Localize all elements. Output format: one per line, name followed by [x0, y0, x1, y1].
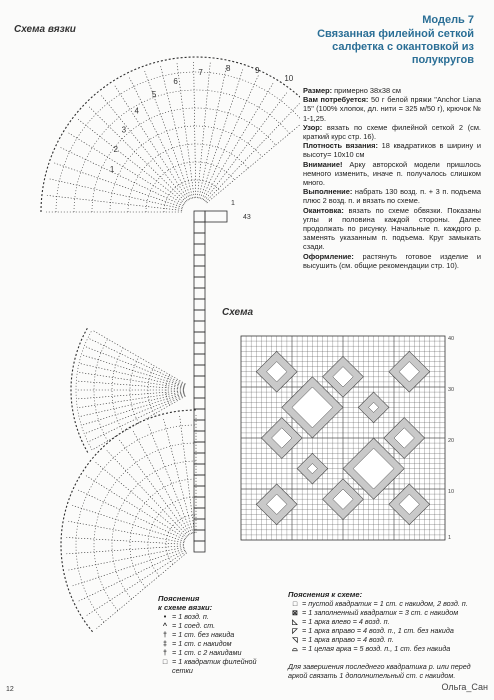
picot-edge — [41, 57, 300, 212]
filet-square — [194, 277, 205, 288]
filet-square — [194, 475, 205, 486]
legend-item: □ = 1 квадратик филейной сетки — [158, 657, 268, 675]
legend-item: ◹ = 1 арка вправо = 4 возд. п. — [288, 635, 488, 644]
chain-stitch-icon: • — [163, 612, 167, 621]
empty-square-icon: □ — [292, 599, 298, 608]
filet-square — [194, 431, 205, 442]
filet-square — [194, 310, 205, 321]
stitch-line — [161, 66, 193, 198]
stitch-line — [206, 103, 300, 201]
filet-square — [194, 211, 205, 222]
filet-square — [194, 222, 205, 233]
pattern-label: Узор: — [303, 122, 323, 132]
schema-label: Схема — [222, 307, 254, 318]
chain-row — [56, 72, 300, 212]
stitch-line — [54, 163, 183, 207]
grid-number: 43 — [243, 214, 251, 221]
filet-square — [194, 288, 205, 299]
legend-item: ⌓ = 1 целая арка = 5 возд. п., 1 ст. без накида — [288, 644, 488, 653]
chain-row — [110, 126, 262, 212]
legend-schema-title: Пояснения к схеме: — [288, 590, 363, 599]
chain-row — [148, 497, 196, 576]
filet-square — [194, 497, 205, 508]
page-title: Связанная филейной сеткой салфетка с окантовкой из полукругов — [317, 28, 474, 66]
completion-note: Для завершения последнего квадратика р. или перед аркой связать 1 дополнительный ст. с накидом. — [288, 662, 471, 680]
filet-square — [194, 266, 205, 277]
page-number: 12 — [6, 686, 14, 693]
stitch-line — [119, 440, 189, 535]
size-label: Размер: — [303, 86, 333, 95]
stitch-line — [79, 393, 184, 417]
edging-label: Окантовка: — [303, 205, 344, 215]
stitch-line — [79, 363, 184, 387]
filet-square — [194, 519, 205, 530]
single-crochet-icon: † — [163, 630, 167, 639]
attention-label: Внимание! — [303, 159, 343, 169]
stitch-line — [129, 78, 189, 200]
chain-row — [94, 443, 196, 611]
filet-square — [194, 442, 205, 453]
schema-row-number: 30 — [448, 387, 455, 393]
instructions — [303, 86, 481, 270]
attention-value: Арку авторской модели пришлось немного изменить, иначе п. получалось слишком много. — [303, 159, 481, 188]
edging-value: вязать по схеме обвязки. Показаны углы и половина каждой стороны. Далее продолжать по рисунку. Начальные п. каждого р. заменять указанным п. подъема. Круг замыкать сзади. — [303, 205, 481, 252]
stitch-line — [92, 330, 186, 384]
stitch-line — [86, 476, 186, 539]
legend-item: ‡ = 1 ст. с накидом — [158, 639, 268, 648]
treble-crochet-icon: † — [163, 648, 167, 657]
stitch-line — [73, 549, 185, 586]
stitch-line — [133, 431, 190, 534]
arch-right-icon: ◹ — [292, 635, 298, 644]
chain-row — [92, 108, 276, 212]
filet-square — [194, 387, 205, 398]
filet-square — [194, 398, 205, 409]
filet-square — [194, 508, 205, 519]
stitch-line — [76, 391, 184, 399]
stitch-line — [207, 116, 300, 203]
stitch-line — [177, 63, 194, 198]
chain-row — [146, 162, 234, 212]
chain-row — [74, 90, 289, 212]
legend-chart-title-2: к схеме вязки: — [158, 603, 213, 612]
row-number: 9 — [255, 66, 260, 76]
filet-square — [194, 354, 205, 365]
stitch-line — [61, 148, 184, 206]
legend-item: ^ = 1 соед. ст. — [158, 621, 268, 630]
size-value: примерно 38х38 см — [334, 86, 401, 95]
chain-row — [76, 425, 196, 622]
stitch-line — [203, 83, 273, 200]
arch-right-sc-icon: ◸ — [292, 626, 298, 635]
grid-number: 1 — [231, 200, 235, 207]
schema-row-number: 40 — [448, 336, 455, 342]
stitch-line — [88, 395, 185, 442]
stitch-line — [199, 65, 227, 198]
filled-square-icon: ⊠ — [291, 608, 299, 617]
legend-item: • = 1 возд. п. — [158, 612, 268, 621]
filet-square — [194, 299, 205, 310]
legend-item: ⊠ = 1 заполненный квадратик = 3 ст. с накидом — [288, 608, 488, 617]
filet-square — [194, 453, 205, 464]
stitch-line — [66, 537, 184, 544]
legend-chart-title-1: Пояснения — [158, 594, 200, 603]
stitch-line — [47, 195, 182, 210]
filet-square — [205, 211, 227, 222]
left-chart-label: Схема вязки — [14, 24, 76, 35]
filet-square — [194, 486, 205, 497]
density-value: 18 квадратиков в ширину и высоту= 10х10 см — [303, 141, 481, 160]
slip-stitch-icon: ^ — [162, 621, 168, 630]
chain-row — [112, 461, 196, 599]
double-crochet-icon: ‡ — [163, 639, 167, 648]
legend-item: ◸ = 1 арка вправо = 4 возд. п., 1 ст. без накида — [288, 626, 488, 635]
stitch-line — [77, 372, 184, 388]
execution-label: Выполнение: — [303, 187, 353, 197]
arch-left-icon: ◺ — [292, 617, 298, 626]
row-number: 4 — [134, 106, 139, 116]
stitch-line — [197, 63, 210, 198]
row-number: 2 — [113, 145, 118, 155]
pattern-value: вязать по схеме филейной сеткой 2 (см. краткий курс стр. 16). — [303, 122, 481, 142]
signature: Ольга_Сан — [441, 682, 488, 692]
filet-square — [194, 464, 205, 475]
stitch-line — [148, 424, 192, 534]
legend-item: † = 1 ст. без накида — [158, 630, 268, 639]
chain-row — [130, 479, 196, 587]
finishing-label: Оформление: — [303, 251, 354, 261]
schema-row-number: 10 — [448, 489, 455, 495]
schema-row-number: 20 — [448, 438, 455, 444]
model-number: Модель 7 — [422, 14, 474, 26]
row-number: 1 — [109, 164, 115, 174]
picot-edge — [71, 328, 88, 453]
schema-row-number: 1 — [448, 534, 452, 541]
finishing-value: растянуть готовое изделие и высушить (см. общие рекомендации стр. 10). — [303, 251, 481, 270]
filet-square-icon: □ — [162, 657, 168, 666]
stitch-line — [96, 462, 187, 537]
filet-square — [194, 233, 205, 244]
filet-square — [194, 420, 205, 431]
filet-square — [194, 255, 205, 266]
stitch-line — [69, 133, 185, 205]
stitch-line — [202, 76, 258, 200]
filet-square — [194, 365, 205, 376]
row-number: 6 — [173, 76, 178, 86]
legend-item: □ = пустой квадратик = 1 ст. с накидом, 2 возд. п. — [288, 599, 488, 608]
chain-row — [164, 180, 221, 212]
row-number: 5 — [151, 90, 157, 100]
filet-square — [194, 244, 205, 255]
legend-item: † = 1 ст. с 2 накидами — [158, 648, 268, 657]
row-number: 7 — [198, 68, 203, 78]
stitch-line — [194, 62, 196, 198]
legend-schema — [288, 590, 488, 653]
filet-square — [194, 321, 205, 332]
execution-value: набрать 130 возд. п. + 3 п. подъема плюс 2 возд. п. и вязать по схеме. — [303, 187, 481, 206]
density-label: Плотность вязания: — [303, 141, 378, 151]
filet-square — [194, 409, 205, 420]
filet-square — [194, 343, 205, 354]
stitch-line — [180, 416, 195, 533]
stitch-line — [68, 521, 184, 543]
row-number: 3 — [121, 125, 127, 135]
stitch-line — [204, 93, 286, 201]
legend-item: ◺ = 1 арка влево = 4 возд. п. — [288, 617, 488, 626]
full-arch-icon: ⌓ — [292, 644, 298, 653]
need-label: Вам потребуется: — [303, 95, 369, 105]
filet-square — [194, 376, 205, 387]
legend-chart — [158, 594, 268, 675]
stitch-line — [84, 346, 185, 385]
stitch-line — [50, 179, 183, 209]
row-number: 8 — [225, 64, 231, 74]
filet-schema — [236, 330, 466, 570]
filet-square — [194, 332, 205, 343]
filet-square — [194, 530, 205, 541]
row-number: 10 — [284, 74, 294, 84]
need-value: 50 г белой пряжи "Anchor Liana 15" (100% хлопок, дл. нити = 325 м/50 г), крючок № 1-1,25. — [303, 95, 481, 123]
chain-row — [130, 357, 139, 423]
filet-square — [194, 541, 205, 552]
